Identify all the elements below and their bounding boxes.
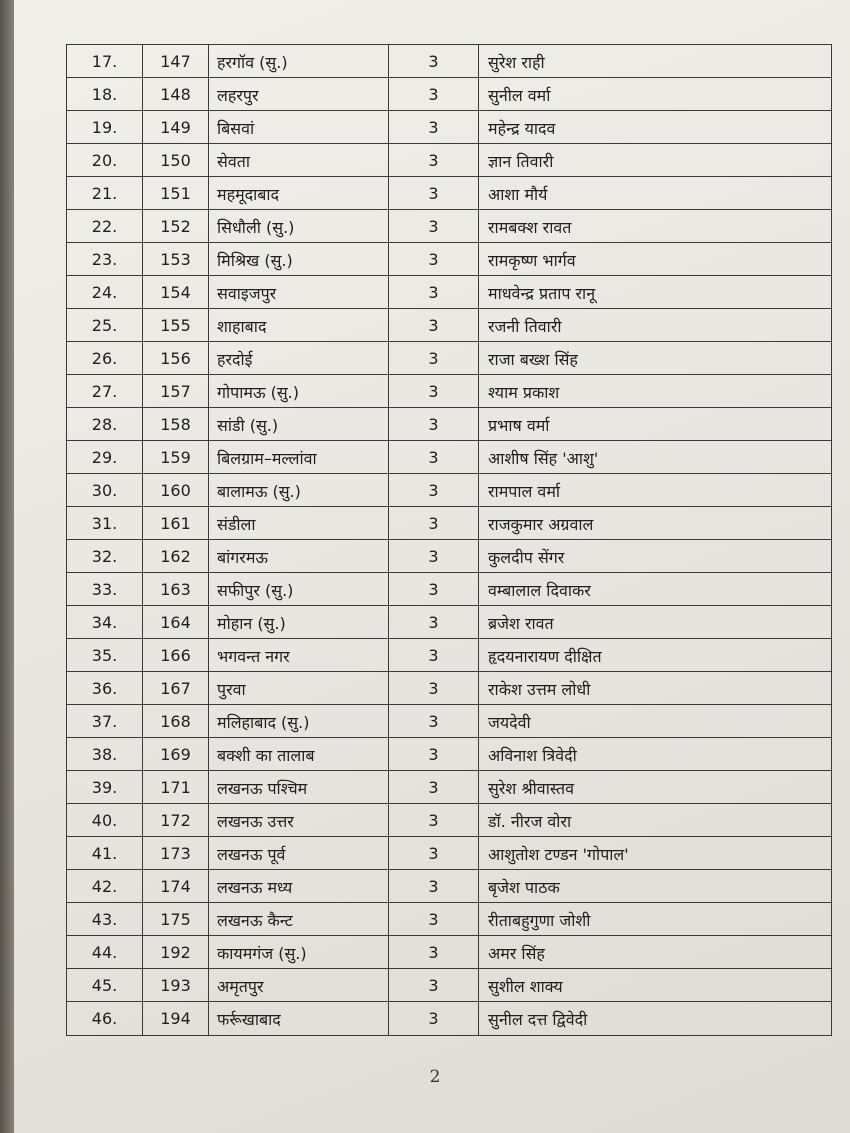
phase-cell: 3 bbox=[389, 771, 479, 804]
constituency-number-cell: 172 bbox=[143, 804, 209, 837]
phase-cell: 3 bbox=[389, 870, 479, 903]
constituency-name-cell: लखनऊ पूर्व bbox=[209, 837, 389, 870]
candidate-name-cell: सुशील शाक्य bbox=[488, 976, 563, 996]
constituency-name-cell: लहरपुर bbox=[209, 78, 389, 111]
table-row bbox=[66, 704, 832, 738]
table-row bbox=[66, 671, 832, 705]
table-row bbox=[66, 968, 832, 1002]
candidate-name-cell: ब्रजेश रावत bbox=[488, 613, 554, 633]
serial-number-cell: 20. bbox=[67, 144, 143, 177]
table-row bbox=[66, 77, 832, 111]
candidate-name-cell: बृजेश पाठक bbox=[488, 877, 560, 897]
candidate-name-cell: आशा मौर्य bbox=[488, 184, 548, 204]
phase-cell: 3 bbox=[389, 45, 479, 78]
candidate-name-cell: सुरेश राही bbox=[488, 52, 545, 72]
constituency-number-cell: 158 bbox=[143, 408, 209, 441]
serial-number-cell: 17. bbox=[67, 45, 143, 78]
phase-cell: 3 bbox=[389, 111, 479, 144]
constituency-name-cell: भगवन्त नगर bbox=[209, 639, 389, 672]
candidate-name-cell: सुनील दत्त द्विवेदी bbox=[488, 1009, 588, 1029]
serial-number-cell: 43. bbox=[67, 903, 143, 936]
constituency-name-cell: पुरवा bbox=[209, 672, 389, 705]
table-row bbox=[66, 473, 832, 507]
candidate-name-cell: रामबक्श रावत bbox=[488, 217, 572, 237]
constituency-number-cell: 194 bbox=[143, 1002, 209, 1035]
serial-number-cell: 19. bbox=[67, 111, 143, 144]
constituency-name-cell: मिश्रिख (सु.) bbox=[209, 243, 389, 276]
candidate-name-cell: महेन्द्र यादव bbox=[488, 118, 556, 138]
serial-number-cell: 42. bbox=[67, 870, 143, 903]
serial-number-cell: 34. bbox=[67, 606, 143, 639]
constituency-name-cell: मोहान (सु.) bbox=[209, 606, 389, 639]
table-row bbox=[66, 572, 832, 606]
serial-number-cell: 44. bbox=[67, 936, 143, 969]
phase-cell: 3 bbox=[389, 474, 479, 507]
phase-cell: 3 bbox=[389, 969, 479, 1002]
constituency-number-cell: 161 bbox=[143, 507, 209, 540]
candidate-name-cell: राजा बख्श सिंह bbox=[488, 349, 578, 369]
constituency-number-cell: 154 bbox=[143, 276, 209, 309]
phase-cell: 3 bbox=[389, 507, 479, 540]
constituency-number-cell: 192 bbox=[143, 936, 209, 969]
phase-cell: 3 bbox=[389, 144, 479, 177]
candidate-name-cell: अमर सिंह bbox=[488, 943, 545, 963]
constituency-number-cell: 155 bbox=[143, 309, 209, 342]
candidate-name-cell: रजनी तिवारी bbox=[488, 316, 562, 336]
table-row bbox=[66, 1001, 832, 1036]
candidate-name-cell: माधवेन्द्र प्रताप रानू bbox=[488, 283, 596, 303]
constituency-name-cell: महमूदाबाद bbox=[209, 177, 389, 210]
serial-number-cell: 46. bbox=[67, 1002, 143, 1035]
constituency-number-cell: 157 bbox=[143, 375, 209, 408]
constituency-number-cell: 167 bbox=[143, 672, 209, 705]
candidate-name-cell: आशुतोश टण्डन 'गोपाल' bbox=[488, 844, 629, 864]
constituency-name-cell: सवाइजपुर bbox=[209, 276, 389, 309]
phase-cell: 3 bbox=[389, 738, 479, 771]
candidate-name-cell: जयदेवी bbox=[488, 712, 531, 732]
constituency-name-cell: हरदोई bbox=[209, 342, 389, 375]
serial-number-cell: 37. bbox=[67, 705, 143, 738]
constituency-number-cell: 166 bbox=[143, 639, 209, 672]
phase-cell: 3 bbox=[389, 210, 479, 243]
constituency-number-cell: 148 bbox=[143, 78, 209, 111]
constituency-name-cell: कायमगंज (सु.) bbox=[209, 936, 389, 969]
candidate-table bbox=[66, 44, 832, 1056]
page-number: 2 bbox=[429, 1067, 441, 1087]
constituency-name-cell: अमृतपुर bbox=[209, 969, 389, 1002]
serial-number-cell: 23. bbox=[67, 243, 143, 276]
serial-number-cell: 25. bbox=[67, 309, 143, 342]
table-row bbox=[66, 242, 832, 276]
constituency-name-cell: गोपामऊ (सु.) bbox=[209, 375, 389, 408]
constituency-number-cell: 164 bbox=[143, 606, 209, 639]
table-row bbox=[66, 341, 832, 375]
constituency-name-cell: शाहाबाद bbox=[209, 309, 389, 342]
candidate-name-cell: राजकुमार अग्रवाल bbox=[488, 514, 594, 534]
serial-number-cell: 22. bbox=[67, 210, 143, 243]
candidate-name-cell: ज्ञान तिवारी bbox=[488, 151, 554, 171]
constituency-number-cell: 173 bbox=[143, 837, 209, 870]
constituency-name-cell: सिधौली (सु.) bbox=[209, 210, 389, 243]
constituency-number-cell: 193 bbox=[143, 969, 209, 1002]
serial-number-cell: 27. bbox=[67, 375, 143, 408]
table-row bbox=[66, 836, 832, 870]
serial-number-cell: 30. bbox=[67, 474, 143, 507]
constituency-number-cell: 175 bbox=[143, 903, 209, 936]
candidate-name-cell: राकेश उत्तम लोधी bbox=[488, 679, 591, 699]
constituency-number-cell: 147 bbox=[143, 45, 209, 78]
constituency-number-cell: 149 bbox=[143, 111, 209, 144]
phase-cell: 3 bbox=[389, 936, 479, 969]
constituency-number-cell: 152 bbox=[143, 210, 209, 243]
table-row bbox=[66, 605, 832, 639]
candidate-name-cell: कुलदीप सेंगर bbox=[488, 547, 565, 567]
constituency-name-cell: मलिहाबाद (सु.) bbox=[209, 705, 389, 738]
table-row bbox=[66, 770, 832, 804]
serial-number-cell: 35. bbox=[67, 639, 143, 672]
table-row bbox=[66, 176, 832, 210]
table-row bbox=[66, 869, 832, 903]
constituency-name-cell: हरगॉव (सु.) bbox=[209, 45, 389, 78]
phase-cell: 3 bbox=[389, 276, 479, 309]
serial-number-cell: 45. bbox=[67, 969, 143, 1002]
phase-cell: 3 bbox=[389, 309, 479, 342]
candidate-name-cell: सुनील वर्मा bbox=[488, 85, 551, 105]
table-row bbox=[66, 209, 832, 243]
table-row bbox=[66, 803, 832, 837]
phase-cell: 3 bbox=[389, 1002, 479, 1035]
constituency-name-cell: बिलग्राम–मल्लांवा bbox=[209, 441, 389, 474]
phase-cell: 3 bbox=[389, 837, 479, 870]
table-row bbox=[66, 440, 832, 474]
table-row bbox=[66, 638, 832, 672]
table-row bbox=[66, 374, 832, 408]
table-row bbox=[66, 935, 832, 969]
phase-cell: 3 bbox=[389, 342, 479, 375]
constituency-name-cell: लखनऊ कैन्ट bbox=[209, 903, 389, 936]
constituency-number-cell: 168 bbox=[143, 705, 209, 738]
serial-number-cell: 36. bbox=[67, 672, 143, 705]
serial-number-cell: 40. bbox=[67, 804, 143, 837]
candidate-name-cell: रीताबहुगुणा जोशी bbox=[488, 910, 591, 930]
candidate-name-cell: वम्बालाल दिवाकर bbox=[488, 580, 591, 600]
candidate-name-cell: आशीष सिंह 'आशु' bbox=[488, 448, 599, 468]
serial-number-cell: 26. bbox=[67, 342, 143, 375]
constituency-number-cell: 160 bbox=[143, 474, 209, 507]
phase-cell: 3 bbox=[389, 177, 479, 210]
candidate-name-cell: रामपाल वर्मा bbox=[488, 481, 561, 501]
phase-cell: 3 bbox=[389, 804, 479, 837]
candidate-name-cell: हृदयनारायण दीक्षित bbox=[488, 646, 602, 666]
phase-cell: 3 bbox=[389, 243, 479, 276]
constituency-name-cell: संडीला bbox=[209, 507, 389, 540]
candidate-name-cell: श्याम प्रकाश bbox=[488, 382, 560, 402]
constituency-number-cell: 162 bbox=[143, 540, 209, 573]
phase-cell: 3 bbox=[389, 672, 479, 705]
serial-number-cell: 33. bbox=[67, 573, 143, 606]
serial-number-cell: 18. bbox=[67, 78, 143, 111]
constituency-name-cell: लखनऊ उत्तर bbox=[209, 804, 389, 837]
serial-number-cell: 28. bbox=[67, 408, 143, 441]
constituency-name-cell: सेवता bbox=[209, 144, 389, 177]
serial-number-cell: 31. bbox=[67, 507, 143, 540]
serial-number-cell: 21. bbox=[67, 177, 143, 210]
constituency-number-cell: 171 bbox=[143, 771, 209, 804]
serial-number-cell: 29. bbox=[67, 441, 143, 474]
phase-cell: 3 bbox=[389, 78, 479, 111]
constituency-name-cell: लखनऊ मध्य bbox=[209, 870, 389, 903]
phase-cell: 3 bbox=[389, 441, 479, 474]
phase-cell: 3 bbox=[389, 903, 479, 936]
constituency-name-cell: बालामऊ (सु.) bbox=[209, 474, 389, 507]
constituency-name-cell: फर्रूखाबाद bbox=[209, 1002, 389, 1035]
table-row bbox=[66, 506, 832, 540]
table-row bbox=[66, 143, 832, 177]
constituency-name-cell: बांगरमऊ bbox=[209, 540, 389, 573]
table-row bbox=[66, 539, 832, 573]
phase-cell: 3 bbox=[389, 375, 479, 408]
serial-number-cell: 24. bbox=[67, 276, 143, 309]
table-row bbox=[66, 407, 832, 441]
serial-number-cell: 41. bbox=[67, 837, 143, 870]
candidate-name-cell: सुरेश श्रीवास्तव bbox=[488, 778, 575, 798]
constituency-name-cell: बिसवां bbox=[209, 111, 389, 144]
table-row bbox=[66, 44, 832, 78]
constituency-name-cell: सफीपुर (सु.) bbox=[209, 573, 389, 606]
constituency-number-cell: 159 bbox=[143, 441, 209, 474]
table-row bbox=[66, 902, 832, 936]
candidate-name-cell: रामकृष्ण भार्गव bbox=[488, 250, 576, 270]
constituency-number-cell: 174 bbox=[143, 870, 209, 903]
phase-cell: 3 bbox=[389, 705, 479, 738]
candidate-name-cell: डॉ. नीरज वोरा bbox=[488, 811, 572, 831]
constituency-number-cell: 153 bbox=[143, 243, 209, 276]
table-row bbox=[66, 110, 832, 144]
constituency-name-cell: लखनऊ पश्चिम bbox=[209, 771, 389, 804]
phase-cell: 3 bbox=[389, 408, 479, 441]
serial-number-cell: 38. bbox=[67, 738, 143, 771]
candidate-name-cell: अविनाश त्रिवेदी bbox=[488, 745, 577, 765]
candidate-name-cell: प्रभाष वर्मा bbox=[488, 415, 550, 435]
phase-cell: 3 bbox=[389, 639, 479, 672]
table-row bbox=[66, 737, 832, 771]
constituency-number-cell: 156 bbox=[143, 342, 209, 375]
phase-cell: 3 bbox=[389, 606, 479, 639]
serial-number-cell: 32. bbox=[67, 540, 143, 573]
constituency-number-cell: 150 bbox=[143, 144, 209, 177]
phase-cell: 3 bbox=[389, 573, 479, 606]
constituency-number-cell: 163 bbox=[143, 573, 209, 606]
constituency-number-cell: 151 bbox=[143, 177, 209, 210]
constituency-name-cell: बक्शी का तालाब bbox=[209, 738, 389, 771]
table-row bbox=[66, 308, 832, 342]
phase-cell: 3 bbox=[389, 540, 479, 573]
table-row bbox=[66, 275, 832, 309]
serial-number-cell: 39. bbox=[67, 771, 143, 804]
constituency-name-cell: सांडी (सु.) bbox=[209, 408, 389, 441]
constituency-number-cell: 169 bbox=[143, 738, 209, 771]
